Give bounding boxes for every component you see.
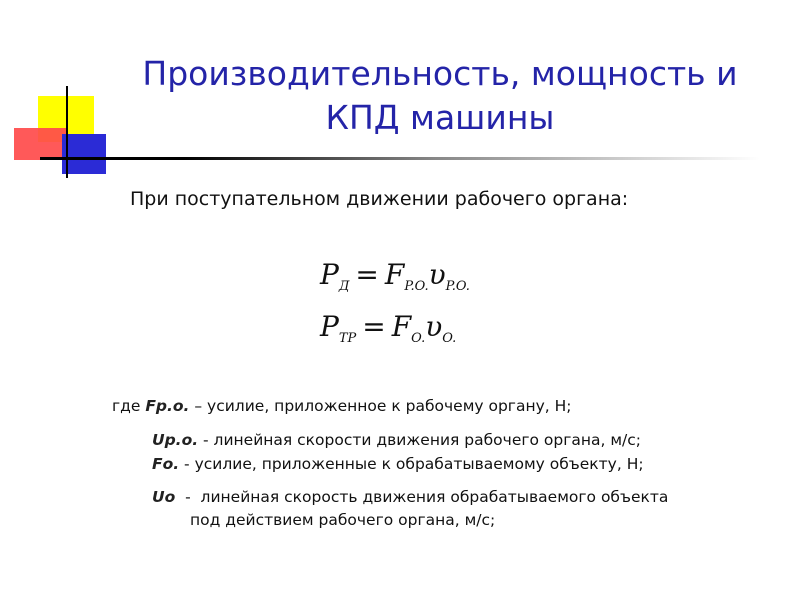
formula2-f: F <box>391 310 412 343</box>
definition-speed-object-continued: под действием рабочего органа, м/с; <box>190 511 496 529</box>
title-line-1: Производительность, мощность и <box>142 54 738 93</box>
definition-text: - усилие, приложенные к обрабатываемому объекту, Н; <box>179 455 644 473</box>
formula2-f-sub: O. <box>411 331 426 346</box>
definition-text: - линейная скорость движения обрабатываемого объекта <box>175 488 669 506</box>
title-line-2: КПД машины <box>325 98 555 137</box>
formula2-p-sub: ТР <box>338 331 357 346</box>
formula1-v: υ <box>428 258 446 291</box>
formula-power-drive <box>320 258 470 294</box>
definition-speed-working-body <box>152 431 641 449</box>
logo-blue-square <box>62 134 106 174</box>
formula1-p-sub: Д <box>338 279 350 294</box>
formula2-p: P <box>320 310 339 343</box>
definition-text: - линейная скорости движения рабочего органа, м/с; <box>198 431 642 449</box>
formula1-f: F <box>384 258 405 291</box>
definition-symbol: Fо. <box>152 455 180 473</box>
formula1-v-sub: P.O. <box>445 279 470 294</box>
slide-title <box>110 52 770 140</box>
logo-vertical-line <box>66 86 68 178</box>
formula2-v: υ <box>425 310 443 343</box>
definition-symbol: Uр.о. <box>152 431 199 449</box>
definition-force-object <box>152 455 644 473</box>
formula1-eq: = <box>355 258 379 291</box>
definition-force-working-body <box>112 397 572 415</box>
definition-prefix: где <box>112 397 146 415</box>
definition-symbol: Uо <box>152 488 176 506</box>
formula1-f-sub: P.O. <box>404 279 429 294</box>
slide-subtitle: При поступательном движении рабочего органа: <box>130 188 629 210</box>
formula2-v-sub: O. <box>442 331 457 346</box>
definition-symbol: Fр.о. <box>145 397 190 415</box>
formula2-eq: = <box>362 310 386 343</box>
formula1-p: P <box>320 258 339 291</box>
title-underline <box>40 157 760 160</box>
definition-speed-object <box>152 488 668 506</box>
formula-power-tech <box>320 310 456 346</box>
logo-red-square <box>14 128 66 160</box>
definition-text: – усилие, приложенное к рабочему органу, Н; <box>189 397 572 415</box>
